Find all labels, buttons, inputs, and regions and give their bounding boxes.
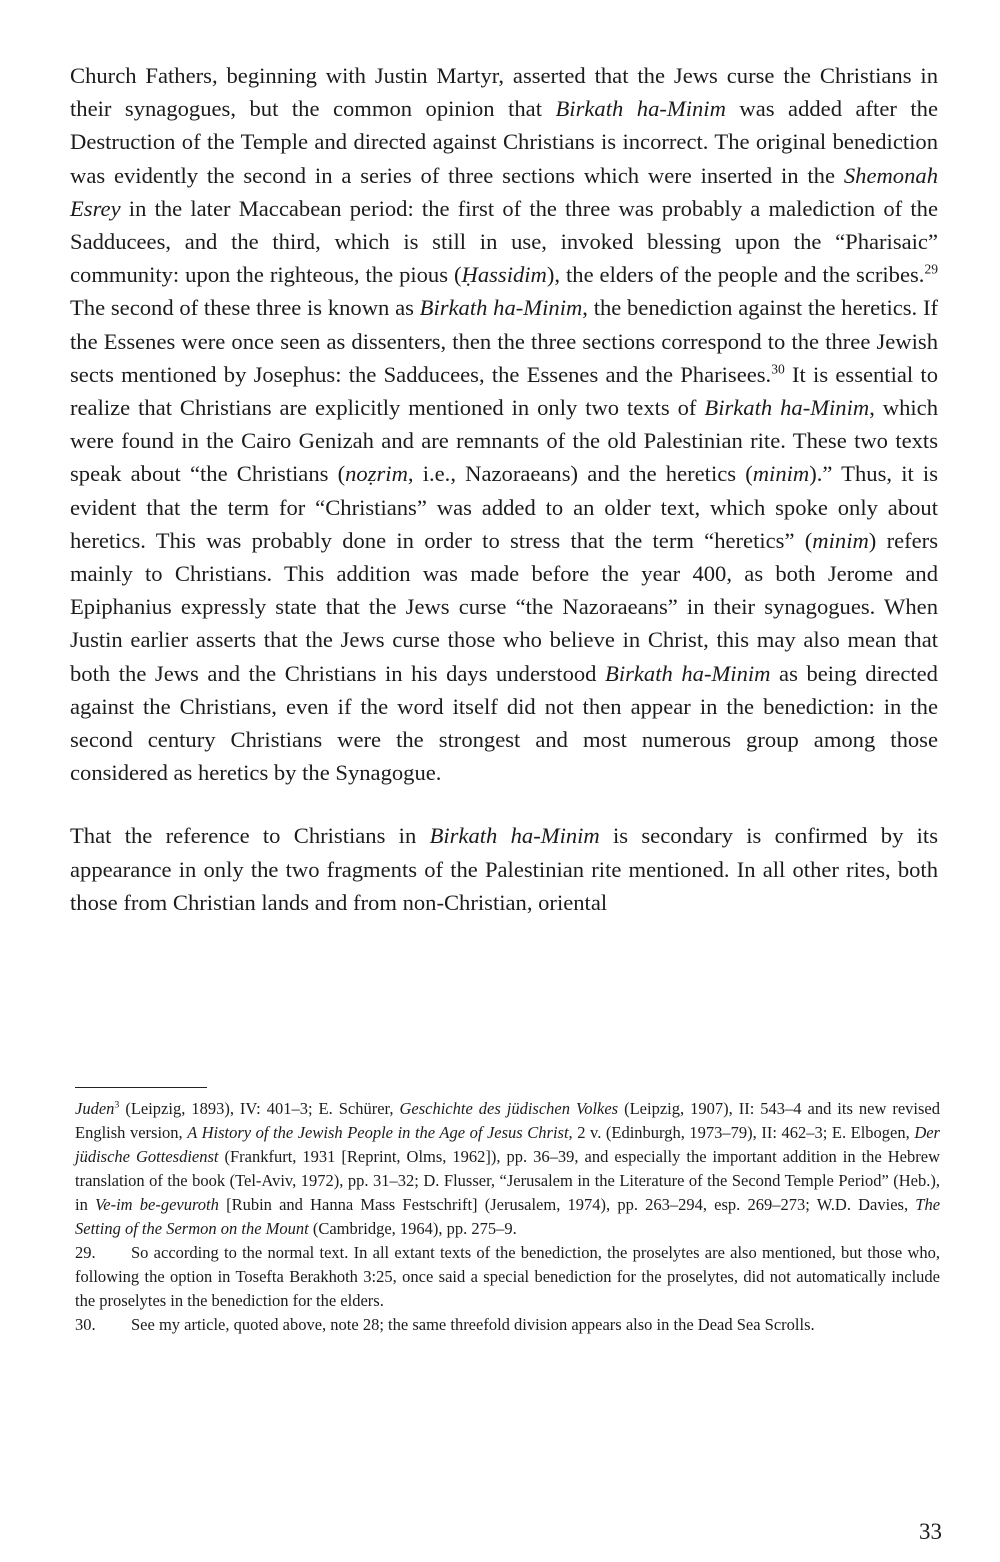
italic-title: A History of the Jewish People in the Age of Jesus Christ	[187, 1123, 569, 1142]
footnote-ref-30: 30	[771, 361, 785, 377]
italic-term: Shemonah Esrey	[70, 162, 938, 221]
text-run: ).” Thus, it is evident that the term for “Christians” was added to an older text, which spoke only about heretics. This was probably done in order to stress that the term “heretics” (	[70, 461, 938, 553]
italic-title: Der jüdische Gottesdienst	[75, 1123, 940, 1166]
footnote-29	[75, 1241, 940, 1313]
edition-superscript: 3	[114, 1099, 120, 1111]
text-run: ), the elders of the people and the scribes.	[546, 262, 925, 288]
italic-term: Birkath ha-Minim	[555, 96, 726, 122]
italic-term: Birkath ha-Minim	[605, 660, 771, 686]
italic-title: Ve-im be-gevuroth	[95, 1195, 219, 1214]
text-run: in the later Maccabean period: the first of the three was probably a malediction of the Sadducees, and the third, which is still in use, invoked blessing upon the “Pharisaic” community: upon the righteous, the pious (	[70, 195, 938, 288]
footnotes	[75, 1097, 940, 1337]
text-run: , 2 v. (Edinburgh, 1973–79), II: 462–3; E. Elbogen,	[568, 1123, 915, 1142]
text-run: , the benediction against the heretics. If the Essenes were once seen as dissenters, then the three sections correspond to the three Jewish sects mentioned by Josephus: the Sadducees, the Essenes and the Pharisees.	[70, 295, 938, 387]
footnote-number: 29.	[75, 1243, 96, 1262]
text-run: The second of these three is known as	[70, 295, 420, 321]
text-run: (Cambridge, 1964), pp. 275–9.	[308, 1219, 517, 1238]
text-run: , which were found in the Cairo Genizah and are remnants of the old Palestinian rite. These two texts speak about “the Christians (	[70, 395, 939, 487]
text-run: is secondary is confirmed by its appearance in only the two fragments of the Palestinian rite mentioned. In all other rites, both those from Christian lands and from non-Christian, oriental	[70, 823, 939, 915]
footnote-text: So according to the normal text. In all extant texts of the benediction, the proselytes are also mentioned, but those who, following the option in Tosefta Berakhoth 3:25, once said a special benediction for the proselytes, did not automatically include the proselytes in the benediction for the elders.	[75, 1243, 940, 1310]
body-paragraph-1	[70, 59, 938, 789]
italic-title: The Setting of the Sermon on the Mount	[75, 1195, 941, 1238]
italic-term: Ḥassidim	[461, 262, 547, 288]
text-run: was added after the Destruction of the Temple and directed against Christians is incorrect. The original benediction was evidently the second in a series of three sections which were inserted in the	[70, 96, 938, 188]
text-run: That the reference to Christians in	[70, 823, 430, 849]
footnote-continuation	[75, 1097, 940, 1241]
text-run: [Rubin and Hanna Mass Festschrift] (Jerusalem, 1974), pp. 263–294, esp. 269–273; W.D. Davies,	[218, 1195, 916, 1214]
text-run: It is essential to realize that Christians are explicitly mentioned in only two texts of	[70, 361, 938, 421]
italic-term: minim	[752, 461, 810, 487]
footnote-30	[75, 1313, 940, 1337]
text-run: (Leipzig, 1893), IV: 401–3; E. Schürer,	[119, 1099, 400, 1118]
italic-title: Juden	[75, 1099, 115, 1118]
italic-term: Birkath ha-Minim	[419, 295, 583, 321]
footnote-text: See my article, quoted above, note 28; the same threefold division appears also in the Dead Sea Scrolls.	[131, 1315, 815, 1334]
text-run: as being directed against the Christians, even if the word itself did not then appear in the benediction: in the second century Christians were the strongest and most numerous group among those considered as heretics by the Synagogue.	[70, 660, 938, 786]
footnote-ref-29: 29	[924, 261, 938, 277]
footnote-number: 30.	[75, 1315, 96, 1334]
text-run: ) refers mainly to Christians. This addition was made before the year 400, as both Jerome and Epiphanius expressly state that the Jews curse “the Nazoraeans” in their synagogues. When Justin earlier asserts that the Jews curse those who believe in Christ, this may also mean that both the Jews and the Christians in his days understood	[70, 527, 938, 686]
italic-term: Birkath ha-Minim	[704, 395, 870, 421]
page-number: 33	[919, 1519, 942, 1544]
italic-term: Birkath ha-Minim	[429, 823, 600, 849]
body-paragraph-2	[70, 819, 938, 919]
italic-term: minim	[812, 527, 869, 553]
text-run: (Leipzig, 1907), II: 543–4 and its new revised English version,	[75, 1099, 940, 1142]
main-text	[70, 59, 938, 919]
text-run: (Frankfurt, 1931 [Reprint, Olms, 1962]), pp. 36–39, and especially the important addition in the Hebrew translation of the book (Tel-Aviv, 1972), pp. 31–32; D. Flusser, “Jerusalem in the Literature of the Second Temple Period” (Heb.), in	[75, 1147, 940, 1214]
italic-term: noẓrim	[345, 461, 408, 487]
text-run: , i.e., Nazoraeans) and the heretics (	[407, 461, 753, 487]
footnote-divider	[75, 1087, 207, 1088]
italic-title: Geschichte des jüdischen Volkes	[399, 1099, 619, 1118]
text-run: Church Fathers, beginning with Justin Martyr, asserted that the Jews curse the Christians in their synagogues, but the common opinion that	[70, 63, 938, 122]
